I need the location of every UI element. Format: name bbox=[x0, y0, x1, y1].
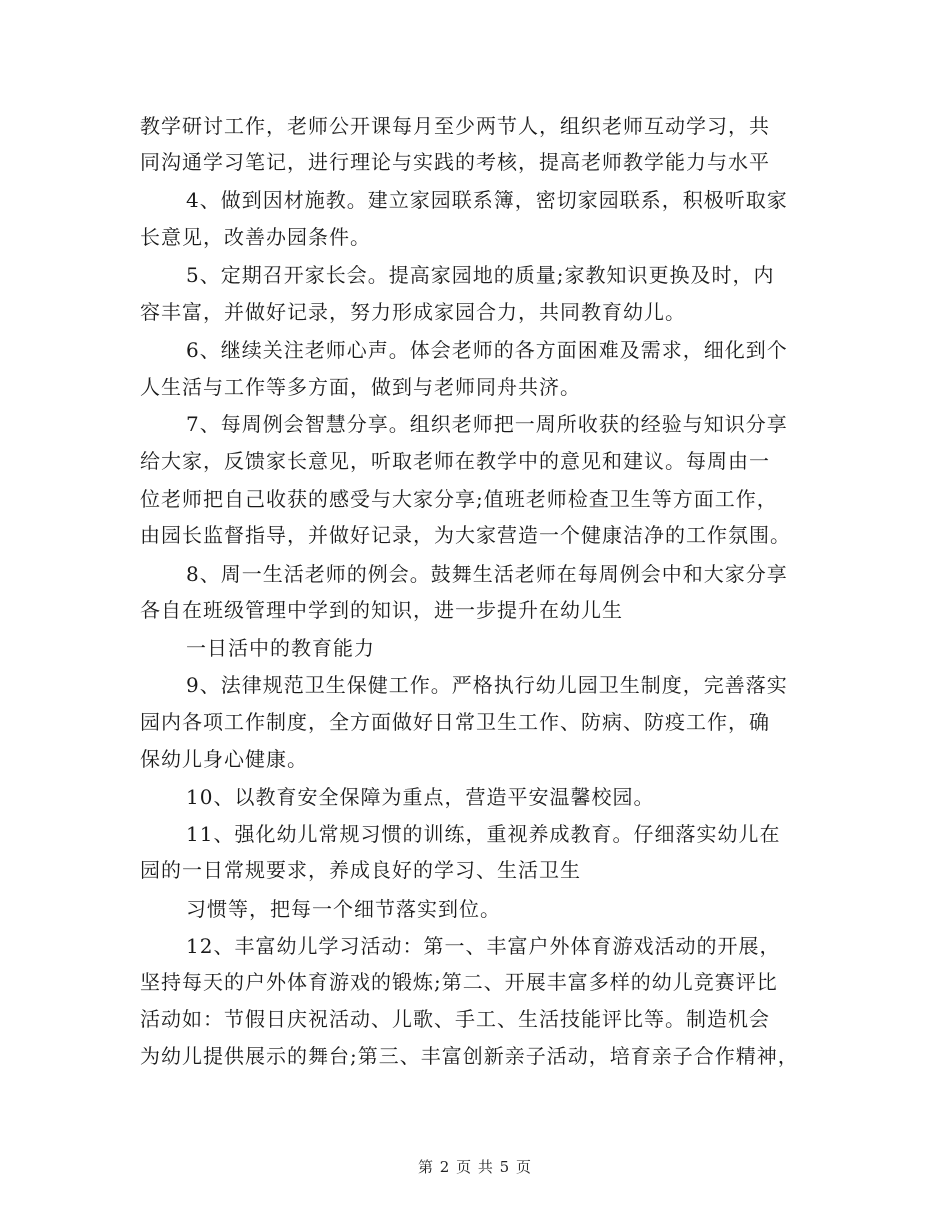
page-footer: 第 2 页 共 5 页 bbox=[418, 1158, 532, 1176]
text-line: 一日活中的教育能力 bbox=[186, 636, 375, 660]
text-line: 保幼儿身心健康。 bbox=[140, 747, 308, 771]
text-line: 活动如：节假日庆祝活动、儿歌、手工、生活技能评比等。制造机会 bbox=[140, 1007, 770, 1031]
text-line: 长意见，改善办园条件。 bbox=[140, 225, 371, 249]
text-line: 4、做到因材施教。建立家园联系簿，密切家园联系，积极听取家 bbox=[186, 188, 788, 212]
text-line: 11、强化幼儿常规习惯的训练，重视养成教育。仔细落实幼儿在 bbox=[186, 822, 781, 846]
text-line: 8、周一生活老师的例会。鼓舞生活老师在每周例会中和大家分享 bbox=[186, 562, 788, 586]
text-line: 9、法律规范卫生保健工作。严格执行幼儿园卫生制度，完善落实 bbox=[186, 673, 788, 697]
text-line: 10、以教育安全保障为重点，营造平安温馨校园。 bbox=[186, 785, 655, 809]
text-line: 12、丰富幼儿学习活动：第一、丰富户外体育游戏活动的开展， bbox=[186, 934, 781, 958]
text-line: 坚持每天的户外体育游戏的锻炼;第二、开展丰富多样的幼儿竞赛评比 bbox=[140, 970, 778, 994]
text-line: 同沟通学习笔记，进行理论与实践的考核，提高老师教学能力与水平 bbox=[140, 150, 770, 174]
text-line: 容丰富，并做好记录，努力形成家园合力，共同教育幼儿。 bbox=[140, 300, 686, 324]
text-line: 5、定期召开家长会。提高家园地的质量;家教知识更换及时，内 bbox=[186, 263, 775, 287]
text-line: 为幼儿提供展示的舞台;第三、丰富创新亲子活动，培育亲子合作精神， bbox=[140, 1044, 799, 1068]
text-line: 各自在班级管理中学到的知识，进一步提升在幼儿生 bbox=[140, 598, 623, 622]
text-line: 7、每周例会智慧分享。组织老师把一周所收获的经验与知识分享 bbox=[186, 412, 788, 436]
text-line: 习惯等，把每一个细节落实到位。 bbox=[186, 897, 501, 921]
text-line: 教学研讨工作，老师公开课每月至少两节人，组织老师互动学习，共 bbox=[140, 114, 770, 138]
text-line: 园内各项工作制度，全方面做好日常卫生工作、防病、防疫工作，确 bbox=[140, 710, 770, 734]
text-line: 位老师把自己收获的感受与大家分享;值班老师检查卫生等方面工作， bbox=[140, 487, 778, 511]
text-line: 给大家，反馈家长意见，听取老师在教学中的意见和建议。每周由一 bbox=[140, 449, 770, 473]
text-line: 6、继续关注老师心声。体会老师的各方面困难及需求，细化到个 bbox=[186, 338, 788, 362]
text-line: 由园长监督指导，并做好记录，为大家营造一个健康洁净的工作氛围。 bbox=[140, 523, 791, 547]
text-line: 园的一日常规要求，养成良好的学习、生活卫生 bbox=[140, 858, 581, 882]
text-line: 人生活与工作等多方面，做到与老师同舟共济。 bbox=[140, 375, 581, 399]
